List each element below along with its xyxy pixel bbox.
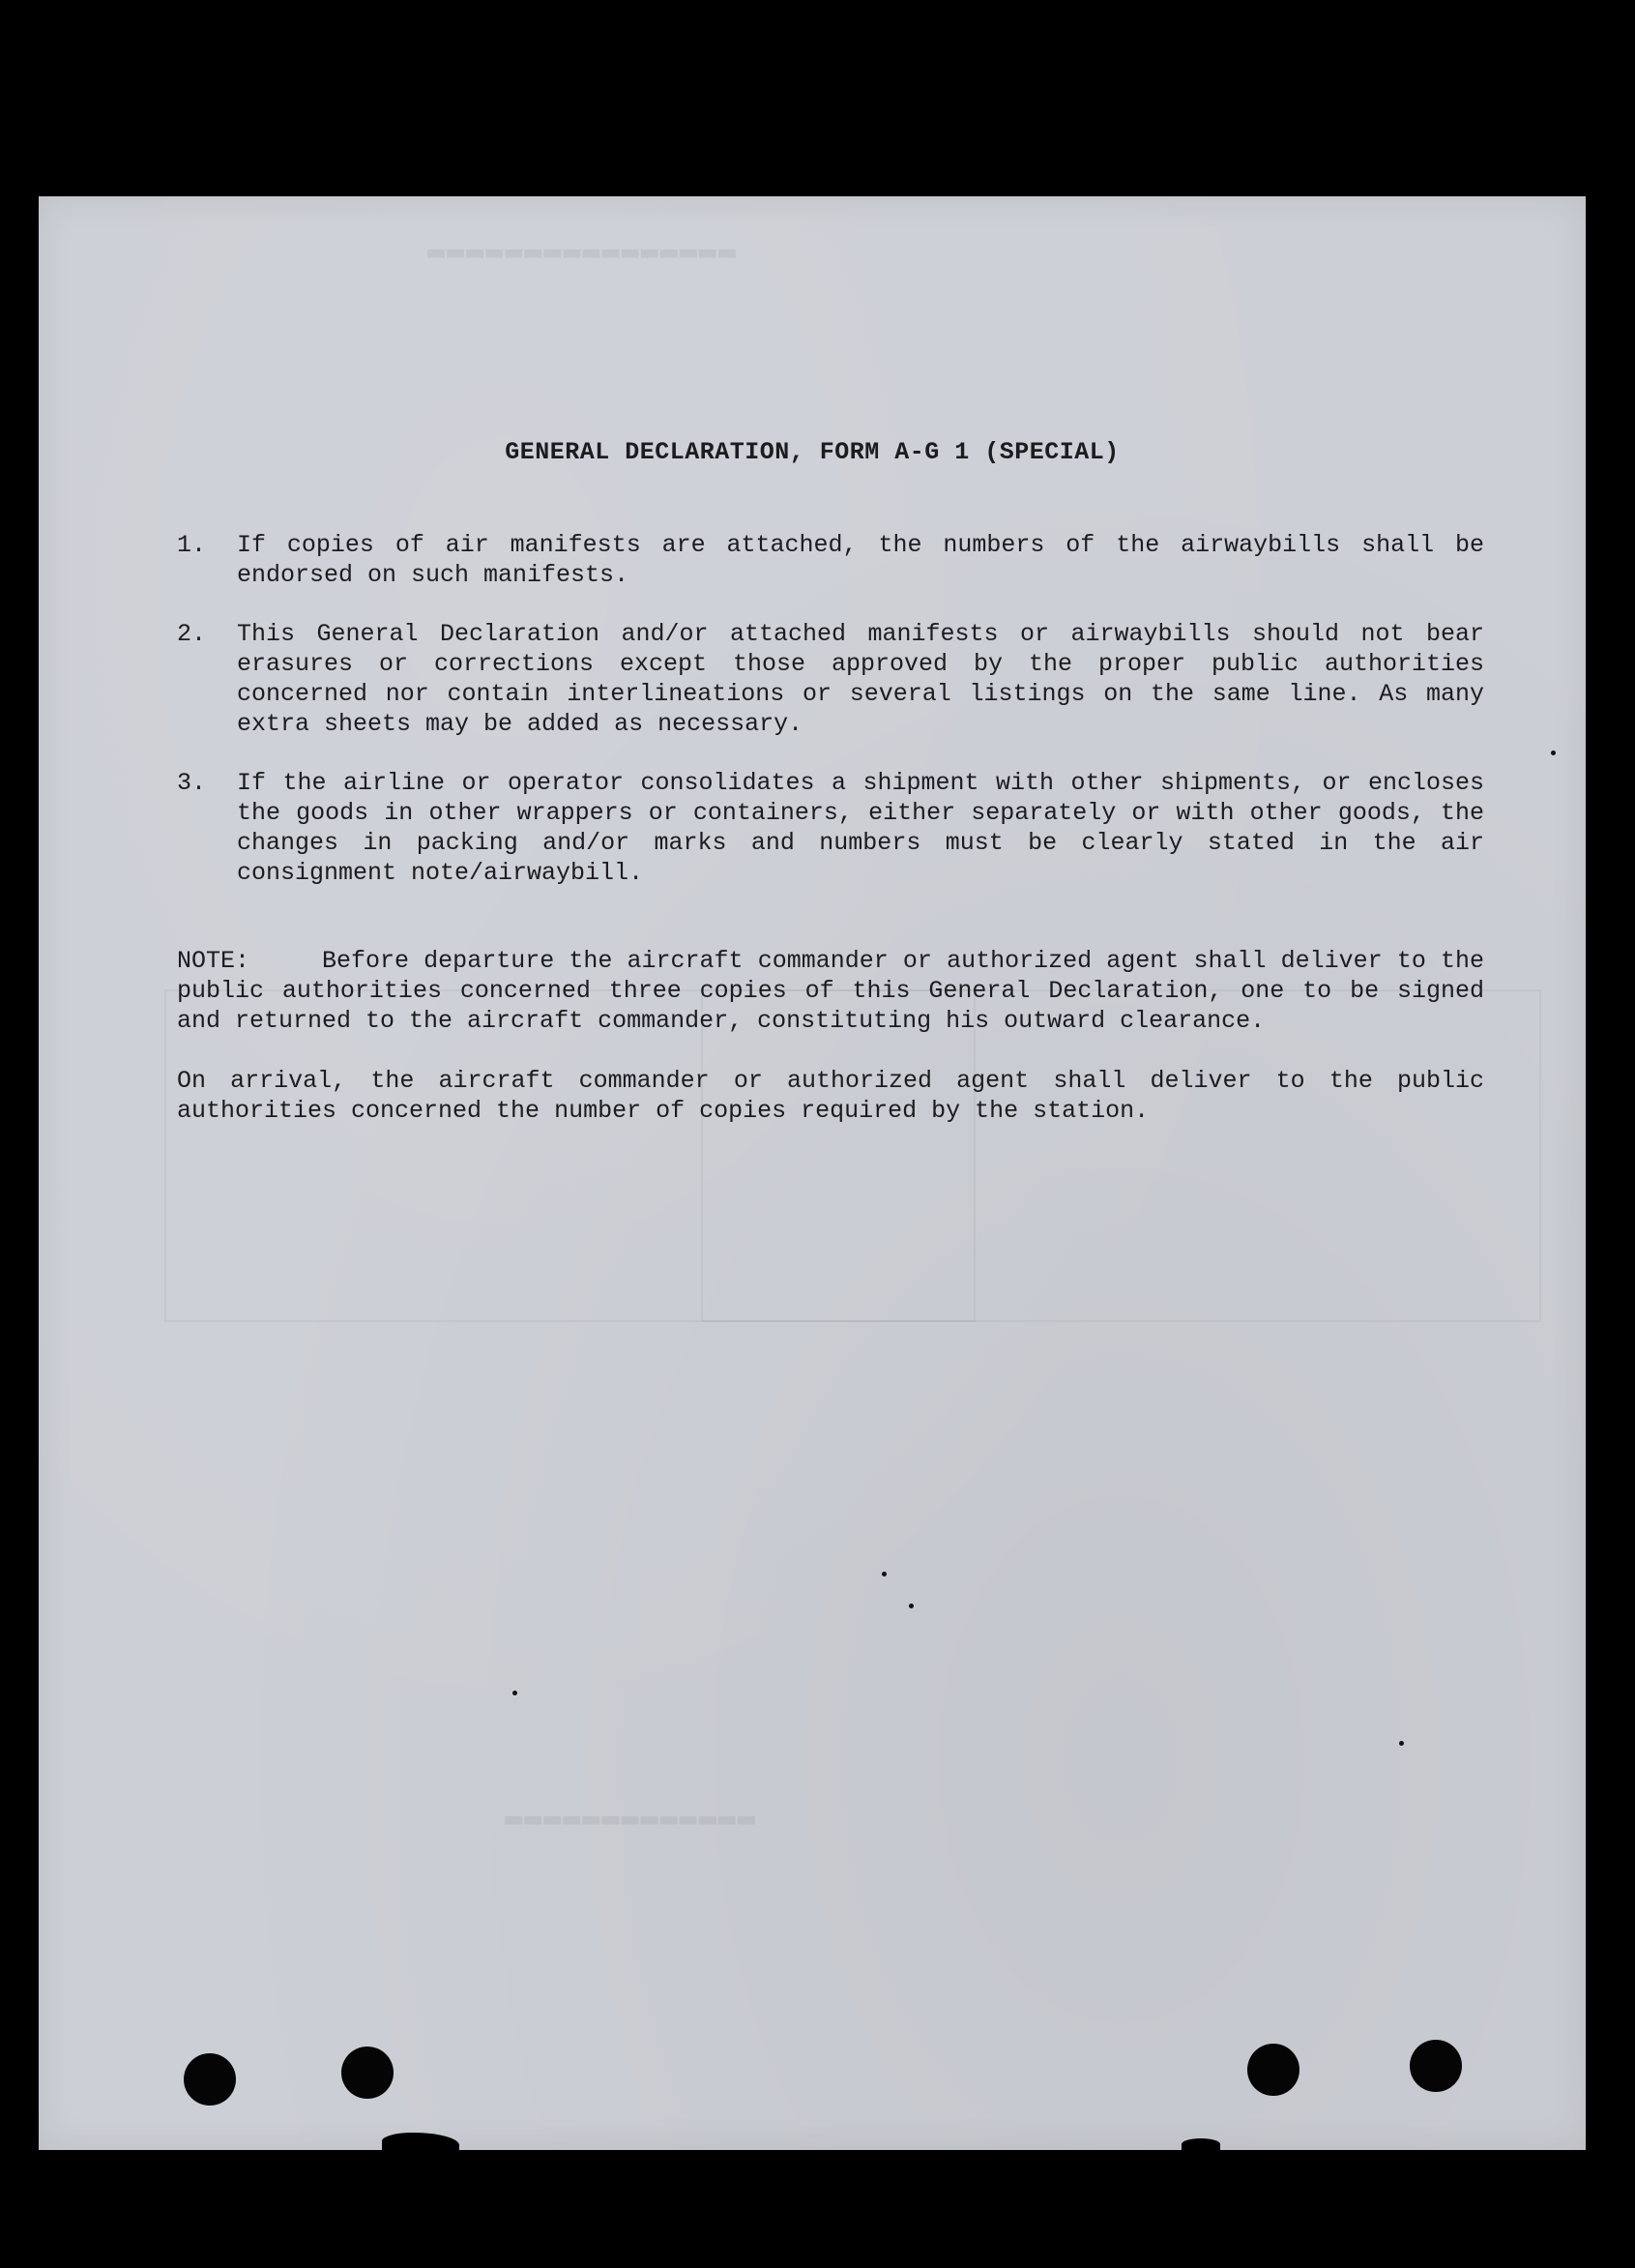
instruction-item	[177, 768, 1484, 888]
punch-hole	[341, 2047, 394, 2099]
paper-speck	[1399, 1741, 1404, 1746]
edge-tear	[1182, 2138, 1220, 2150]
instruction-list	[177, 530, 1484, 917]
instruction-text: If the airline or operator consolidates a shipment with other shipments, or encloses the goods in other wrappers or containers, either separately or with other goods, the changes in packing and/or marks and numbers must be clearly stated in the air consignment note/airwaybill.	[237, 769, 1484, 887]
arrival-paragraph: On arrival, the aircraft commander or authorized agent shall deliver to the public authorities concerned the number of copies required by the station.	[177, 1067, 1484, 1125]
instruction-number: 2.	[177, 620, 207, 648]
instruction-text: This General Declaration and/or attached manifests or airwaybills should not bear erasures or corrections except those approved by the proper public authorities concerned nor contain interlineations or several listings on the same line. As many extra sheets may be added as necessary.	[237, 620, 1484, 738]
instruction-item	[177, 619, 1484, 739]
punch-hole	[1410, 2040, 1462, 2092]
note-label: NOTE:	[177, 947, 250, 975]
note-paragraph	[177, 946, 1484, 1036]
form-title: GENERAL DECLARATION, FORM A-G 1 (SPECIAL)	[505, 438, 1120, 466]
reverse-side-bleed-bottom: ▬▬▬▬▬▬▬▬▬▬▬▬▬	[503, 1802, 755, 1836]
paper-speck	[909, 1604, 914, 1608]
instruction-text: If copies of air manifests are attached, the numbers of the airwaybills shall be endorsed on such manifests.	[237, 531, 1484, 589]
note-text: Before departure the aircraft commander or authorized agent shall deliver to the public authorities concerned three copies of this General Declaration, one to be signed and returned to the aircraft commander, constituting his outward clearance.	[177, 947, 1484, 1035]
punch-hole	[184, 2053, 236, 2106]
punch-hole	[1247, 2044, 1299, 2096]
instruction-number: 3.	[177, 769, 207, 797]
instruction-item	[177, 530, 1484, 590]
paper-sheet	[39, 196, 1586, 2150]
paper-speck	[1551, 751, 1556, 755]
reverse-side-bleed-top: ▬▬▬▬▬▬▬▬▬▬▬▬▬▬▬▬	[425, 235, 736, 269]
edge-tear	[382, 2133, 459, 2154]
instruction-number: 1.	[177, 531, 207, 559]
notes-section	[177, 946, 1484, 1156]
paper-speck	[512, 1691, 517, 1695]
paper-speck	[882, 1572, 887, 1576]
